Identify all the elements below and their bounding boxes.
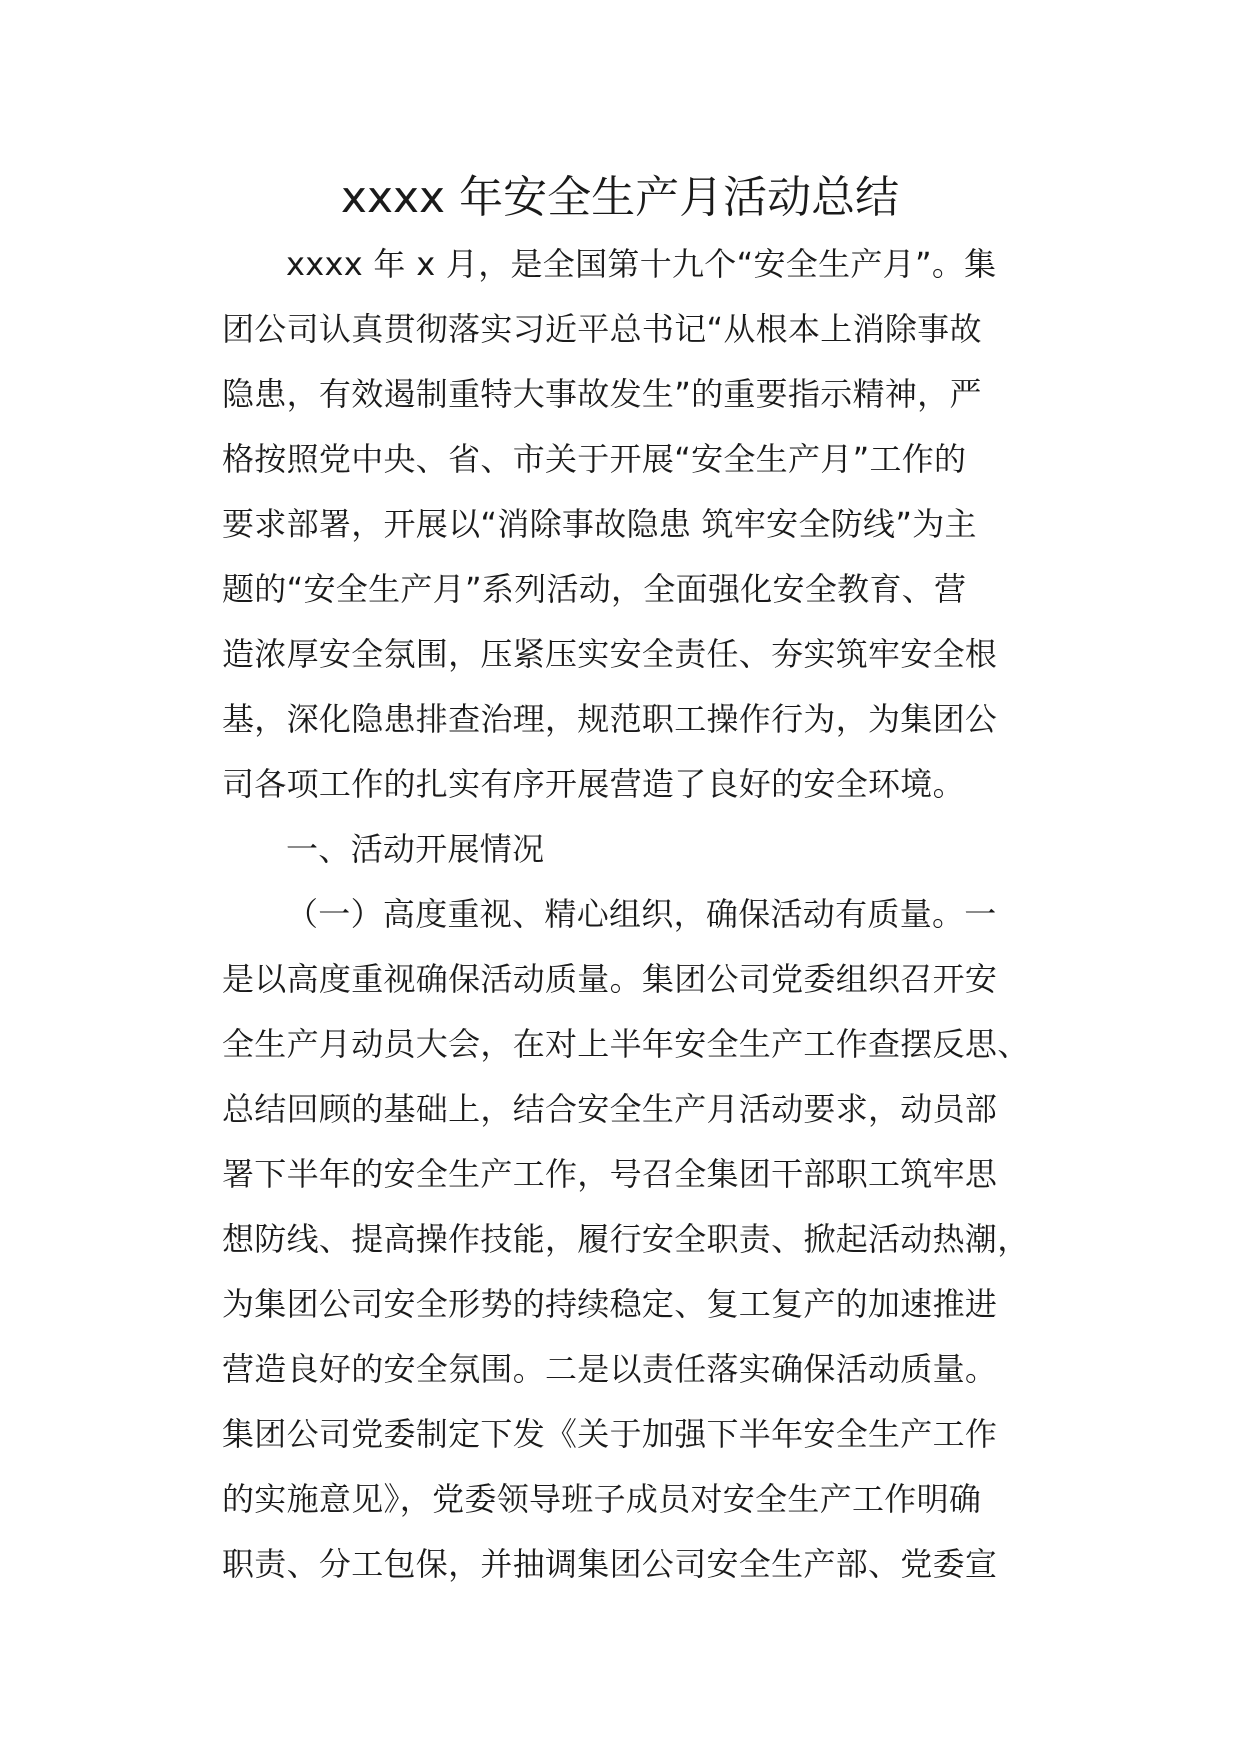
paragraph-line: xxxx 年 x 月，是全国第十九个“安全生产月”。集 [286,245,997,283]
document-body [222,232,1052,1597]
paragraph-line: 为集团公司安全形势的持续稳定、复工复产的加速推进 [222,1285,998,1323]
paragraph-line: 基，深化隐患排查治理，规范职工操作行为，为集团公 [222,700,998,738]
paragraph-line: 的实施意见》，党委领导班子成员对安全生产工作明确 [222,1480,982,1518]
paragraph-line: 是以高度重视确保活动质量。集团公司党委组织召开安 [222,960,998,998]
paragraph-line: 造浓厚安全氛围，压紧压实安全责任、夯实筑牢安全根 [222,635,998,673]
paragraph-line: 全生产月动员大会，在对上半年安全生产工作查摆反思、 [222,1025,1030,1063]
paragraph-line: 要求部署，开展以“消除事故隐患 筑牢安全防线”为主 [222,505,977,543]
document-title: xxxx 年安全生产月活动总结 [340,172,900,223]
paragraph-line: 营造良好的安全氛围。二是以责任落实确保活动质量。 [222,1350,998,1388]
paragraph-line: 总结回顾的基础上，结合安全生产月活动要求，动员部 [222,1090,998,1128]
paragraph-line: 署下半年的安全生产工作，号召全集团干部职工筑牢思 [222,1155,998,1193]
paragraph-line: 团公司认真贯彻落实习近平总书记“从根本上消除事故 [222,310,982,348]
subsection-heading-line: （一）高度重视、精心组织，确保活动有质量。一 [286,895,997,933]
section-heading: 一、活动开展情况 [286,830,545,868]
paragraph-line: 题的“安全生产月”系列活动，全面强化安全教育、营 [222,570,967,608]
paragraph-line: 格按照党中央、省、市关于开展“安全生产月”工作的 [222,440,967,478]
paragraph-line: 隐患，有效遏制重特大事故发生”的重要指示精神，严 [222,375,982,413]
paragraph-line: 司各项工作的扎实有序开展营造了良好的安全环境。 [222,765,965,803]
paragraph-line: 集团公司党委制定下发《关于加强下半年安全生产工作 [222,1415,998,1453]
paragraph-line: 职责、分工包保，并抽调集团公司安全生产部、党委宣 [222,1545,998,1583]
paragraph-line: 想防线、提高操作技能，履行安全职责、掀起活动热潮， [222,1220,1030,1258]
